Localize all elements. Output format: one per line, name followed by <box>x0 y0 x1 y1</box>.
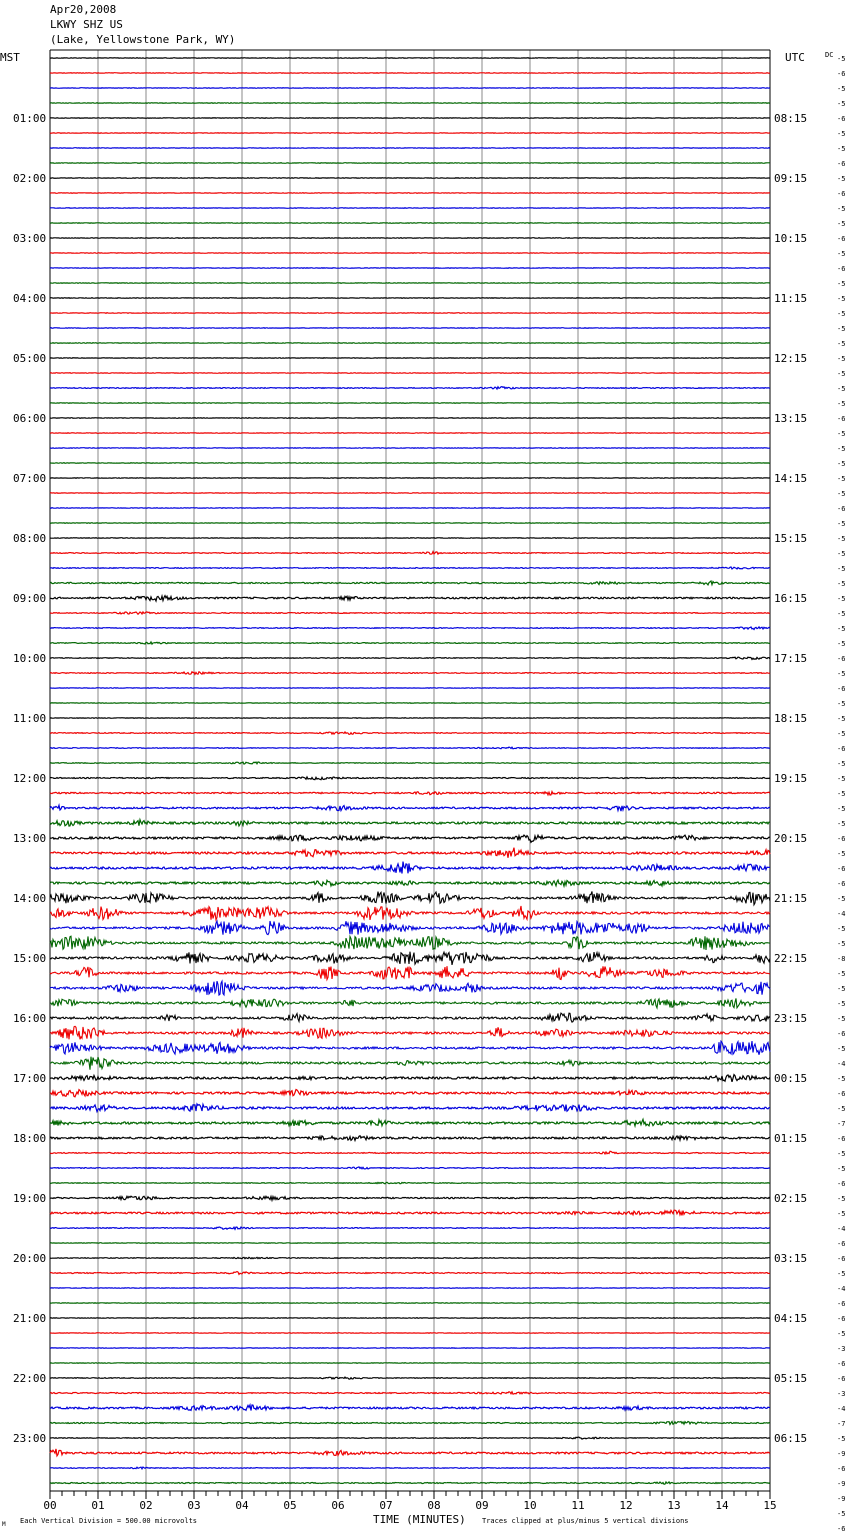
right-hour-label: 19:15 <box>774 772 808 785</box>
dc-offset-label: -5 <box>837 370 846 378</box>
trace-row <box>50 1227 770 1229</box>
dc-offset-label: -5 <box>837 1015 846 1023</box>
dc-label: DC <box>825 51 834 59</box>
dc-offset-label: -3 <box>837 1390 846 1398</box>
right-hour-label: 20:15 <box>774 832 808 845</box>
dc-offset-label: -5 <box>837 250 846 258</box>
right-hour-label: 18:15 <box>774 712 808 725</box>
x-tick-label: 01 <box>91 1499 105 1512</box>
right-hour-label: 09:15 <box>774 172 808 185</box>
trace-row <box>50 596 770 601</box>
dc-offset-label: -6 <box>837 190 846 198</box>
dc-offset-label: -9 <box>837 1450 846 1458</box>
trace-row <box>50 343 770 344</box>
header-location: (Lake, Yellowstone Park, WY) <box>50 33 236 46</box>
trace-row <box>50 1210 770 1215</box>
x-tick-label: 07 <box>379 1499 393 1512</box>
right-hour-label: 15:15 <box>774 532 808 545</box>
trace-row <box>50 1405 770 1411</box>
right-hour-label: 13:15 <box>774 412 808 425</box>
right-hour-label: 08:15 <box>774 112 808 125</box>
left-hour-label: 12:00 <box>13 772 47 785</box>
dc-offset-label: -5 <box>837 1000 846 1008</box>
x-tick-label: 03 <box>187 1499 201 1512</box>
trace-row <box>50 1482 770 1484</box>
x-tick-label: 05 <box>283 1499 297 1512</box>
trace-row <box>50 777 770 780</box>
dc-offset-label: -6 <box>837 1525 846 1533</box>
left-hour-label: 05:00 <box>13 352 47 365</box>
dc-offset-label: -6 <box>837 865 846 873</box>
trace-row <box>50 178 770 179</box>
trace-row <box>50 862 770 874</box>
dc-offset-label: -5 <box>837 475 846 483</box>
right-hour-label: 06:15 <box>774 1432 808 1445</box>
dc-offset-label: -5 <box>837 1270 846 1278</box>
trace-row <box>50 1288 770 1289</box>
x-tick-label: 08 <box>427 1499 441 1512</box>
left-hour-label: 23:00 <box>13 1432 47 1445</box>
trace-row <box>50 88 770 89</box>
x-tick-label: 13 <box>667 1499 681 1512</box>
dc-offset-label: -6 <box>837 1315 846 1323</box>
trace-row <box>50 1348 770 1349</box>
dc-offset-label: -6 <box>837 1375 846 1383</box>
dc-offset-label: -4 <box>837 1405 846 1413</box>
trace-row <box>50 998 770 1008</box>
right-hour-label: 17:15 <box>774 652 808 665</box>
trace-row <box>50 73 770 74</box>
dc-offset-label: -5 <box>837 1210 846 1218</box>
trace-row <box>50 463 770 464</box>
dc-offset-label: -5 <box>837 175 846 183</box>
x-tick-label: 09 <box>475 1499 489 1512</box>
dc-offset-label: -4 <box>837 1225 846 1233</box>
dc-offset-label: -9 <box>837 1495 846 1503</box>
trace-row <box>50 148 770 149</box>
dc-offset-label: -5 <box>837 85 846 93</box>
dc-offset-label: -5 <box>837 490 846 498</box>
x-tick-label: 04 <box>235 1499 249 1512</box>
dc-offset-labels <box>837 55 845 1534</box>
minute-grid <box>50 50 770 1492</box>
trace-row <box>50 732 770 735</box>
trace-row <box>50 552 770 555</box>
dc-offset-label: -5 <box>837 460 846 468</box>
trace-row <box>50 703 770 704</box>
scale-note: Each Vertical Division = 500.00 microvolts <box>20 1517 198 1525</box>
dc-offset-label: -6 <box>837 745 846 753</box>
dc-offset-label: -7 <box>837 1120 846 1128</box>
trace-row <box>50 1422 770 1425</box>
trace-row <box>50 328 770 329</box>
dc-offset-label: -5 <box>837 310 846 318</box>
x-tick-label: 11 <box>571 1499 585 1512</box>
dc-offset-label: -5 <box>837 580 846 588</box>
left-hour-label: 09:00 <box>13 592 47 605</box>
dc-offset-label: -5 <box>837 550 846 558</box>
dc-offset-label: -5 <box>837 700 846 708</box>
left-hour-label: 17:00 <box>13 1072 47 1085</box>
dc-offset-label: -5 <box>837 820 846 828</box>
dc-offset-label: -6 <box>837 1180 846 1188</box>
dc-offset-label: -5 <box>837 130 846 138</box>
dc-offset-label: -5 <box>837 625 846 633</box>
trace-row <box>50 1392 770 1394</box>
trace-row <box>50 1272 770 1275</box>
trace-row <box>50 478 770 479</box>
trace-row <box>50 1167 770 1169</box>
dc-offset-label: -6 <box>837 1360 846 1368</box>
header-date: Apr20,2008 <box>50 3 117 16</box>
trace-row <box>50 820 770 826</box>
trace-row <box>50 208 770 209</box>
trace-row <box>50 1136 770 1141</box>
dc-offset-label: -6 <box>837 835 846 843</box>
header-station: LKWY SHZ US <box>50 18 123 31</box>
trace-row <box>50 1182 770 1184</box>
trace-row <box>50 642 770 644</box>
right-hour-label: 23:15 <box>774 1012 808 1025</box>
dc-offset-label: -5 <box>837 595 846 603</box>
dc-offset-label: -6 <box>837 505 846 513</box>
trace-row <box>50 253 770 254</box>
dc-offset-label: -5 <box>837 670 846 678</box>
dc-offset-label: -5 <box>837 325 846 333</box>
trace-row <box>50 1041 770 1055</box>
right-hour-label: 14:15 <box>774 472 808 485</box>
trace-row <box>50 1013 770 1022</box>
dc-offset-label: -5 <box>837 775 846 783</box>
trace-row <box>50 921 770 935</box>
footer-mark: M <box>2 1521 6 1528</box>
dc-offset-label: -5 <box>837 205 846 213</box>
dc-offset-label: -6 <box>837 115 846 123</box>
trace-row <box>50 657 770 659</box>
trace-row <box>50 1467 770 1469</box>
trace-row <box>50 1377 770 1379</box>
trace-row <box>50 880 770 886</box>
dc-offset-label: -5 <box>837 1330 846 1338</box>
dc-offset-label: -6 <box>837 1465 846 1473</box>
left-hour-label: 19:00 <box>13 1192 47 1205</box>
trace-row <box>50 792 770 795</box>
dc-offset-label: -5 <box>837 985 846 993</box>
trace-row <box>50 805 770 811</box>
trace-row <box>50 358 770 359</box>
trace-row <box>50 688 770 689</box>
trace-row <box>50 1257 770 1258</box>
dc-offset-label: -6 <box>837 70 846 78</box>
left-hour-label: 06:00 <box>13 412 47 425</box>
left-hour-label: 11:00 <box>13 712 47 725</box>
trace-row <box>50 508 770 509</box>
dc-offset-label: -6 <box>837 265 846 273</box>
trace-row <box>50 1303 770 1304</box>
left-hour-label: 03:00 <box>13 232 47 245</box>
left-hour-label: 14:00 <box>13 892 47 905</box>
trace-row <box>50 1243 770 1244</box>
right-hour-label: 21:15 <box>774 892 808 905</box>
left-hour-labels <box>13 112 46 1445</box>
trace-row <box>50 906 770 920</box>
dc-offset-label: -6 <box>837 1300 846 1308</box>
trace-row <box>50 1437 770 1439</box>
right-hour-label: 00:15 <box>774 1072 808 1085</box>
right-hour-label: 11:15 <box>774 292 808 305</box>
x-tick-label: 14 <box>715 1499 729 1512</box>
right-hour-label: 22:15 <box>774 952 808 965</box>
dc-offset-label: -6 <box>837 415 846 423</box>
x-tick-label: 02 <box>139 1499 153 1512</box>
trace-row <box>50 163 770 164</box>
left-hour-label: 21:00 <box>13 1312 47 1325</box>
dc-offset-label: -4 <box>837 910 846 918</box>
left-hour-label: 16:00 <box>13 1012 47 1025</box>
trace-row <box>50 936 770 950</box>
dc-offset-label: -6 <box>837 880 846 888</box>
dc-offset-label: -5 <box>837 805 846 813</box>
dc-offset-label: -6 <box>837 1240 846 1248</box>
trace-row <box>50 1057 770 1070</box>
trace-row <box>50 523 770 524</box>
trace-row <box>50 672 770 675</box>
dc-offset-label: -6 <box>837 1030 846 1038</box>
left-hour-label: 13:00 <box>13 832 47 845</box>
right-hour-label: 05:15 <box>774 1372 808 1385</box>
dc-offset-label: -5 <box>837 1510 846 1518</box>
trace-row <box>50 1026 770 1039</box>
trace-row <box>50 403 770 404</box>
x-tick-label: 10 <box>523 1499 537 1512</box>
dc-offset-label: -6 <box>837 235 846 243</box>
dc-offset-label: -4 <box>837 1285 846 1293</box>
left-hour-label: 04:00 <box>13 292 47 305</box>
dc-offset-label: -5 <box>837 100 846 108</box>
x-axis <box>43 1491 776 1512</box>
trace-row <box>50 718 770 719</box>
trace-row <box>50 448 770 449</box>
trace-row <box>50 627 770 630</box>
trace-row <box>50 238 770 239</box>
dc-offset-label: -5 <box>837 925 846 933</box>
dc-offset-label: -5 <box>837 400 846 408</box>
dc-offset-label: -6 <box>837 655 846 663</box>
trace-row <box>50 747 770 749</box>
trace-row <box>50 418 770 419</box>
dc-offset-label: -7 <box>837 1420 846 1428</box>
dc-offset-label: -5 <box>837 940 846 948</box>
dc-offset-label: -5 <box>837 385 846 393</box>
left-hour-label: 07:00 <box>13 472 47 485</box>
dc-offset-label: -5 <box>837 1150 846 1158</box>
dc-offset-label: -5 <box>837 895 846 903</box>
trace-row <box>50 373 770 374</box>
trace-row <box>50 133 770 134</box>
dc-offset-label: -5 <box>837 790 846 798</box>
left-hour-label: 18:00 <box>13 1132 47 1145</box>
trace-row <box>50 581 770 585</box>
dc-offset-label: -5 <box>837 340 846 348</box>
right-hour-labels <box>774 112 807 1445</box>
dc-offset-label: -6 <box>837 1135 846 1143</box>
trace-row <box>50 1119 770 1126</box>
right-hour-label: 04:15 <box>774 1312 808 1325</box>
left-hour-label: 01:00 <box>13 112 47 125</box>
trace-row <box>50 952 770 965</box>
trace-row <box>50 283 770 284</box>
dc-offset-label: -4 <box>837 1060 846 1068</box>
trace-row <box>50 433 770 434</box>
trace-row <box>50 313 770 314</box>
x-axis-title: TIME (MINUTES) <box>373 1513 466 1526</box>
trace-row <box>50 118 770 119</box>
dc-offset-label: -5 <box>837 355 846 363</box>
trace-row <box>50 762 770 764</box>
dc-offset-label: -5 <box>837 55 846 63</box>
x-tick-label: 15 <box>763 1499 777 1512</box>
dc-offset-label: -5 <box>837 535 846 543</box>
trace-row <box>50 966 770 979</box>
dc-offset-label: -3 <box>837 1345 846 1353</box>
x-tick-label: 00 <box>43 1499 57 1512</box>
dc-offset-label: -8 <box>837 955 846 963</box>
dc-offset-label: -5 <box>837 220 846 228</box>
dc-offset-label: -5 <box>837 445 846 453</box>
dc-offset-label: -5 <box>837 565 846 573</box>
dc-offset-label: -6 <box>837 1255 846 1263</box>
dc-offset-label: -5 <box>837 1045 846 1053</box>
dc-offset-label: -5 <box>837 1195 846 1203</box>
dc-offset-label: -5 <box>837 520 846 528</box>
right-hour-label: 03:15 <box>774 1252 808 1265</box>
left-hour-label: 02:00 <box>13 172 47 185</box>
dc-offset-label: -5 <box>837 970 846 978</box>
trace-row <box>50 298 770 299</box>
right-hour-label: 02:15 <box>774 1192 808 1205</box>
dc-offset-label: -5 <box>837 610 846 618</box>
trace-row <box>50 891 770 904</box>
left-hour-label: 08:00 <box>13 532 47 545</box>
trace-row <box>50 1104 770 1112</box>
left-hour-label: 22:00 <box>13 1372 47 1385</box>
trace-row <box>50 1090 770 1097</box>
trace-row <box>50 268 770 269</box>
trace-row <box>50 1449 770 1456</box>
trace-row <box>50 223 770 224</box>
trace-row <box>50 538 770 539</box>
right-timezone-label: UTC <box>785 51 805 64</box>
trace-row <box>50 1151 770 1154</box>
dc-offset-label: -6 <box>837 1090 846 1098</box>
trace-row <box>50 387 770 389</box>
dc-offset-label: -5 <box>837 760 846 768</box>
dc-offset-label: -6 <box>837 160 846 168</box>
left-hour-label: 20:00 <box>13 1252 47 1265</box>
dc-offset-label: -5 <box>837 1165 846 1173</box>
trace-row <box>50 848 770 858</box>
trace-row <box>50 493 770 494</box>
trace-row <box>50 567 770 569</box>
trace-row <box>50 58 770 59</box>
dc-offset-label: -5 <box>837 715 846 723</box>
dc-offset-label: -5 <box>837 295 846 303</box>
trace-row <box>50 103 770 104</box>
trace-row <box>50 1196 770 1200</box>
right-hour-label: 16:15 <box>774 592 808 605</box>
dc-offset-label: -5 <box>837 1075 846 1083</box>
trace-row <box>50 612 770 614</box>
trace-row <box>50 1363 770 1364</box>
trace-group <box>50 58 770 1485</box>
trace-row <box>50 1075 770 1082</box>
dc-offset-label: -5 <box>837 850 846 858</box>
dc-offset-label: -5 <box>837 1105 846 1113</box>
trace-row <box>50 1318 770 1319</box>
dc-offset-label: -5 <box>837 730 846 738</box>
trace-row <box>50 193 770 194</box>
right-hour-label: 01:15 <box>774 1132 808 1145</box>
right-hour-label: 10:15 <box>774 232 808 245</box>
dc-offset-label: -9 <box>837 1480 846 1488</box>
trace-row <box>50 835 770 842</box>
dc-offset-label: -6 <box>837 685 846 693</box>
dc-offset-label: -5 <box>837 280 846 288</box>
right-hour-label: 12:15 <box>774 352 808 365</box>
left-hour-label: 15:00 <box>13 952 47 965</box>
trace-row <box>50 1333 770 1334</box>
clip-note: Traces clipped at plus/minus 5 vertical divisions <box>482 1517 689 1525</box>
left-timezone-label: MST <box>0 51 20 64</box>
dc-offset-label: -5 <box>837 1435 846 1443</box>
dc-offset-label: -5 <box>837 145 846 153</box>
x-tick-label: 12 <box>619 1499 633 1512</box>
dc-offset-label: -5 <box>837 640 846 648</box>
trace-row <box>50 981 770 995</box>
left-hour-label: 10:00 <box>13 652 47 665</box>
x-tick-label: 06 <box>331 1499 345 1512</box>
dc-offset-label: -5 <box>837 430 846 438</box>
